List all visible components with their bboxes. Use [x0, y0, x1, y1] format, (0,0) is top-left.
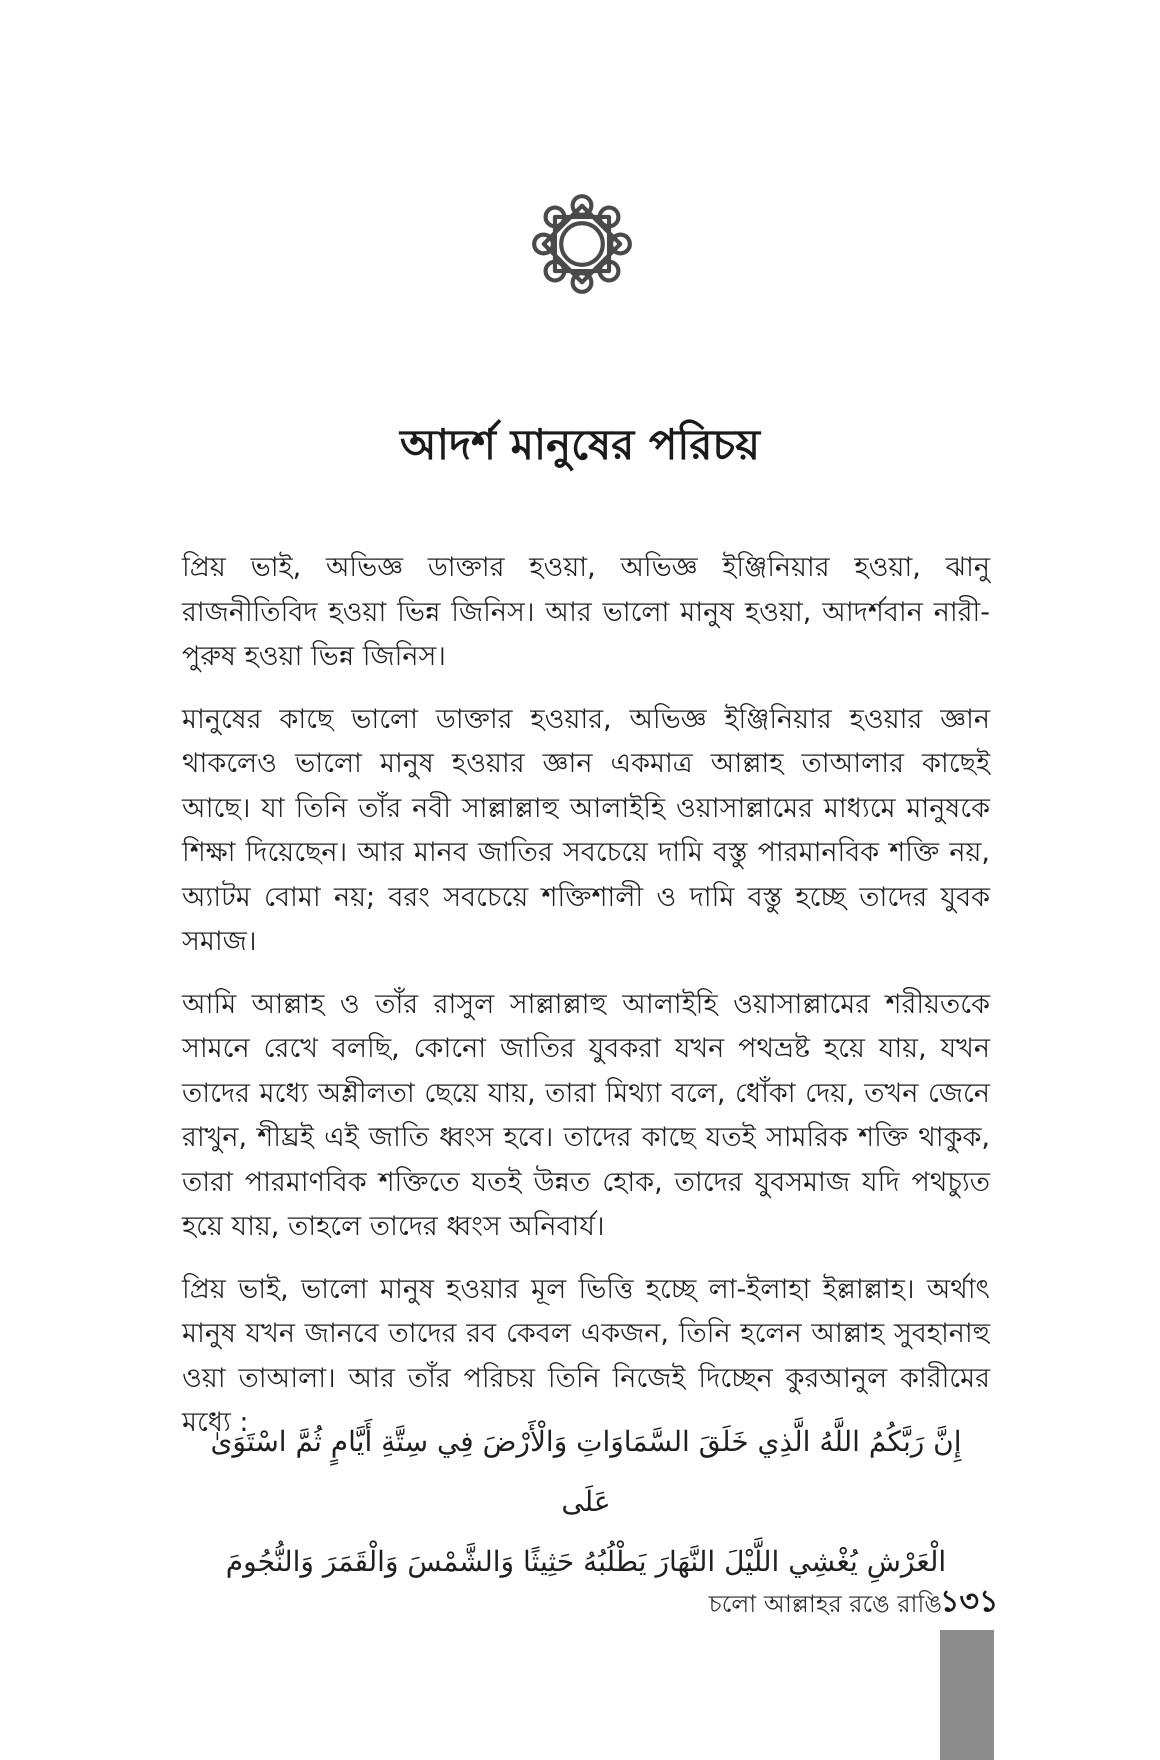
paragraph-2: মানুষের কাছে ভালো ডাক্তার হওয়ার, অভিজ্ঞ ইঞ্জিনিয়ার হওয়ার জ্ঞান থাকলেও ভালো মানুষ হওয়ার জ্ঞান একমাত্র আল্লাহ তাআলার কাছেই আছে। যা তিনি তাঁর নবী সাল্লাল্লাহু আলাইহি ওয়াসাল্লামের মাধ্যমে মানুষকে শিক্ষা দিয়েছেন। আর মানব জাতির সবচেয়ে দামি বস্তু পারমানবিক শক্তি নয়, অ্যাটম বোমা নয়; বরং সবচেয়ে শক্তিশালী ও দামি বস্তু হচ্ছে তাদের যুবক সমাজ।: [182, 703, 990, 957]
body-text: [182, 546, 990, 1464]
running-footer-book-title: চলো আল্লাহর রঙে রাঙি: [708, 1590, 942, 1618]
quran-verse-line-1: إِنَّ رَبَّكُمُ اللَّهُ الَّذِي خَلَقَ السَّمَاوَاتِ وَالْأَرْضَ فِي سِتَّةِ أَيَّامٍ ثُمَّ اسْتَوَىٰ عَلَى: [210, 1425, 962, 1518]
islamic-star-ornament-icon: [530, 192, 634, 296]
paragraph-1: প্রিয় ভাই, অভিজ্ঞ ডাক্তার হওয়া, অভিজ্ঞ ইঞ্জিনিয়ার হওয়া, ঝানু রাজনীতিবিদ হওয়া ভিন্ন জিনিস। আর ভালো মানুষ হওয়া, আদর্শবান নারী-পুরুষ হওয়া ভিন্ন জিনিস।: [182, 552, 990, 672]
page-edge-tab: [940, 1630, 994, 1760]
paragraph-3: আমি আল্লাহ ও তাঁর রাসুল সাল্লাল্লাহু আলাইহি ওয়াসাল্লামের শরীয়তকে সামনে রেখে বলছি, কোনো জাতির যুবকরা যখন পথভ্রষ্ট হয়ে যায়, যখন তাদের মধ্যে অশ্লীলতা ছেয়ে যায়, তারা মিথ্যা বলে, ধোঁকা দেয়, তখন জেনে রাখুন, শীঘ্রই এই জাতি ধ্বংস হবে। তাদের কাছে যতই সামরিক শক্তি থাকুক, তারা পারমাণবিক শক্তিতে যতই উন্নত হোক, তাদের যুবসমাজ যদি পথচ্যুত হয়ে যায়, তাহলে তাদের ধ্বংস অনিবার্য।: [182, 988, 990, 1242]
page-number: ১৩১: [940, 1584, 999, 1619]
paragraph-4: প্রিয় ভাই, ভালো মানুষ হওয়ার মূল ভিত্তি হচ্ছে লা-ইলাহা ইল্লাল্লাহ। অর্থাৎ মানুষ যখন জানবে তাদের রব কেবল একজন, তিনি হলেন আল্লাহ সুবহানাহু ওয়া তাআলা। আর তাঁর পরিচয় তিনি নিজেই দিচ্ছেন কুরআনুল কারীমের মধ্যে :: [182, 1273, 990, 1438]
quran-verse-line-2: الْعَرْشِ يُغْشِي اللَّيْلَ النَّهَارَ يَطْلُبُهُ حَثِيثًا وَالشَّمْسَ وَالْقَمَرَ وَالنُّجُومَ: [225, 1545, 947, 1578]
chapter-title: আদর্শ মানুষের পরিচয়: [400, 420, 760, 469]
quran-verse: [182, 1412, 990, 1592]
